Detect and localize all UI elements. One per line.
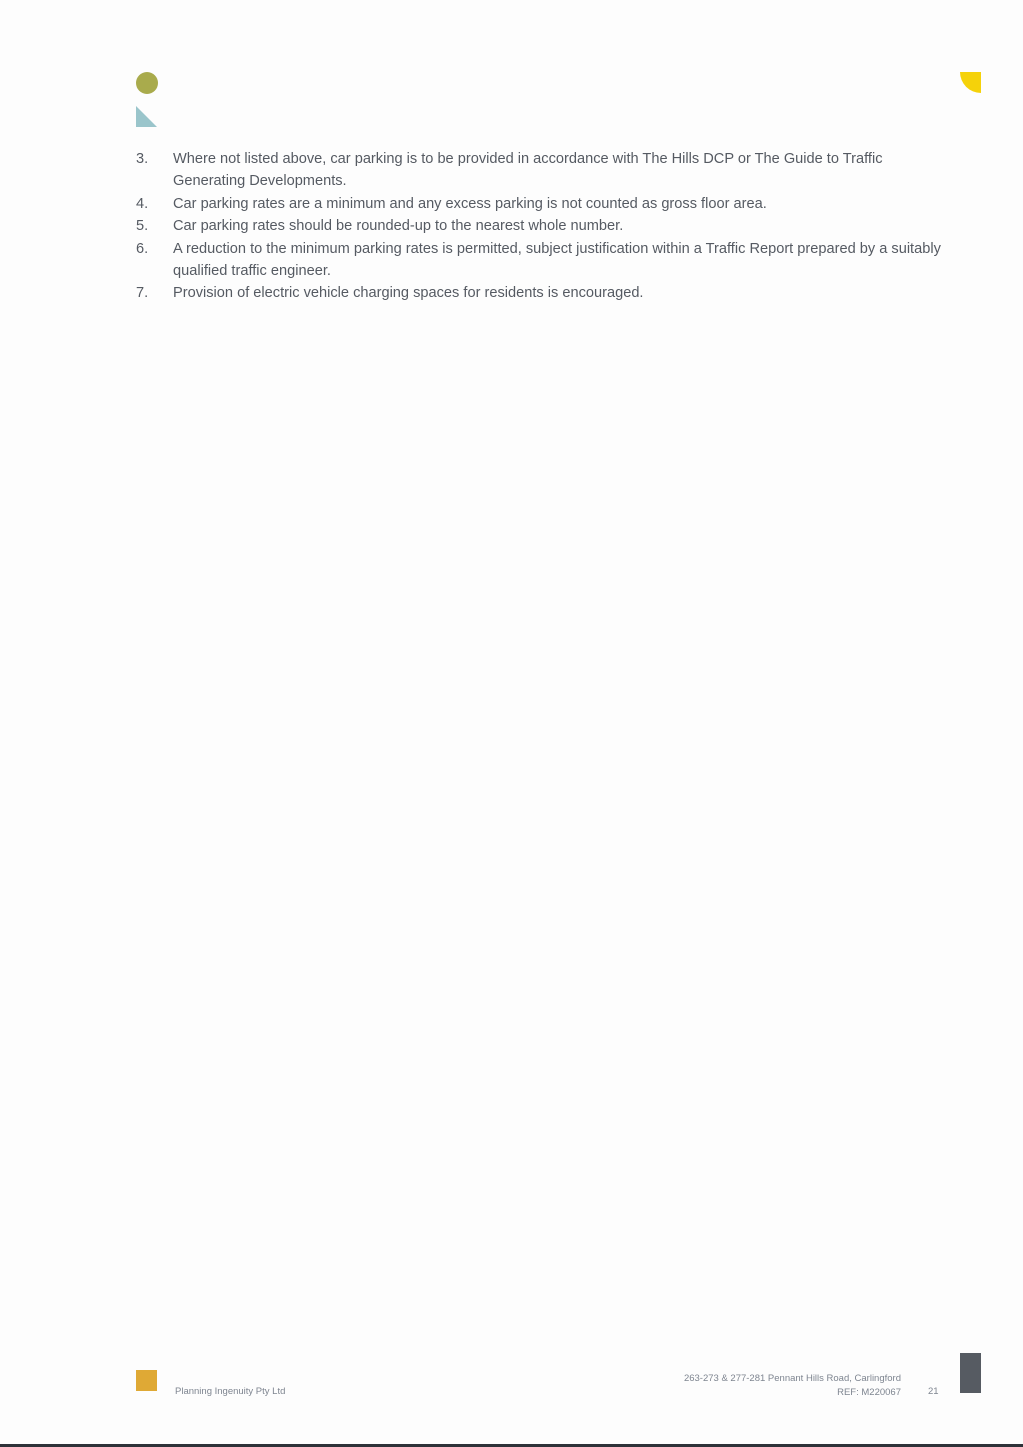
decorative-circle-icon: [136, 72, 158, 94]
list-item: [136, 215, 948, 237]
list-item-number: 7.: [136, 285, 149, 302]
list-item-text: Car parking rates are a minimum and any excess parking is not counted as gross floor area.: [173, 195, 767, 212]
list-item: [136, 148, 948, 193]
footer-address: 263-273 & 277-281 Pennant Hills Road, Carlingford: [683, 1373, 901, 1384]
footer-company-name: Planning Ingenuity Pty Ltd: [175, 1386, 286, 1397]
footer-ref-line: [684, 1386, 901, 1400]
list-item-text: A reduction to the minimum parking rates is permitted, subject justification within a Traffic Report prepared by a suitably qualified traffic engineer.: [173, 240, 941, 280]
decorative-quarter-circle-icon: [960, 72, 981, 93]
footer-reference: REF: M220067: [837, 1387, 901, 1398]
list-item: [136, 238, 948, 283]
page-bar-icon: [960, 1353, 981, 1393]
page-number: 21: [928, 1386, 939, 1397]
footer-square-icon: [136, 1370, 157, 1391]
list-item: [136, 282, 948, 304]
list-item-text: Where not listed above, car parking is to be provided in accordance with The Hills DCP or The Guide to Traffic Generating Developments.: [173, 151, 883, 190]
list-item-text: Provision of electric vehicle charging spaces for residents is encouraged.: [173, 285, 644, 302]
list-item-number: 5.: [136, 218, 149, 235]
list-item-number: 6.: [136, 240, 149, 257]
list-item: [136, 193, 948, 215]
footer-info: [684, 1372, 901, 1400]
parking-requirements-list: [136, 148, 948, 305]
list-item-text: Car parking rates should be rounded-up to the nearest whole number.: [173, 218, 624, 235]
list-item-number: 3.: [136, 151, 149, 167]
decorative-triangle-icon: [136, 106, 178, 127]
list-item-number: 4.: [136, 195, 149, 212]
